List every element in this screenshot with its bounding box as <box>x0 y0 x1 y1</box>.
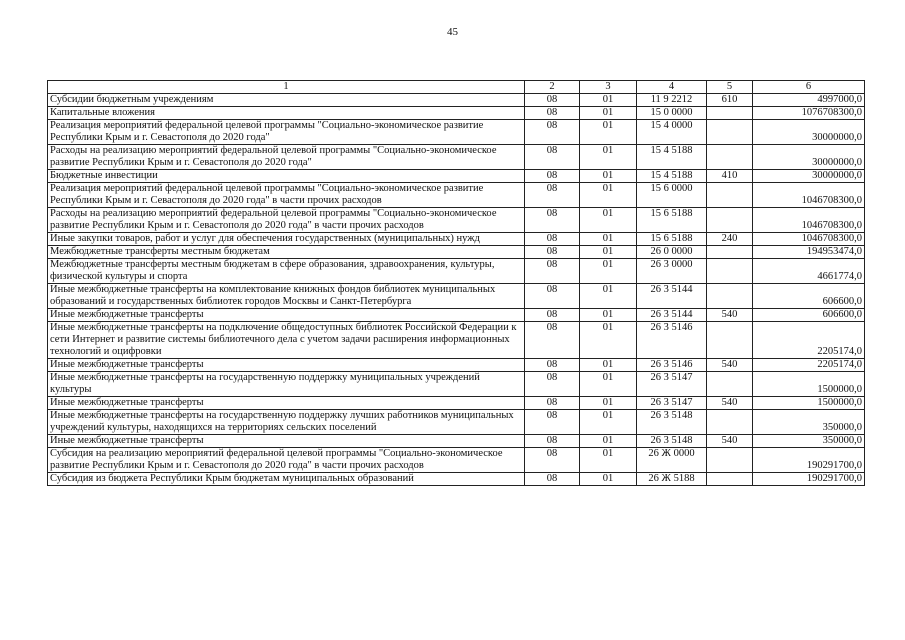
subsection-code: 01 <box>580 120 637 145</box>
item-name: Иные межбюджетные трансферты <box>48 435 525 448</box>
target-article-code: 15 4 5188 <box>637 170 707 183</box>
section-code: 08 <box>525 233 580 246</box>
amount: 30000000,0 <box>753 170 865 183</box>
target-article-code: 15 6 5188 <box>637 233 707 246</box>
amount: 4661774,0 <box>753 259 865 284</box>
subsection-code: 01 <box>580 435 637 448</box>
subsection-code: 01 <box>580 284 637 309</box>
subsection-code: 01 <box>580 359 637 372</box>
amount: 1046708300,0 <box>753 233 865 246</box>
table-row <box>48 170 865 183</box>
section-code: 08 <box>525 473 580 486</box>
target-article-code: 26 Ж 5188 <box>637 473 707 486</box>
expense-type-code <box>707 208 753 233</box>
item-name: Бюджетные инвестиции <box>48 170 525 183</box>
amount: 1046708300,0 <box>753 183 865 208</box>
amount: 1076708300,0 <box>753 107 865 120</box>
subsection-code: 01 <box>580 94 637 107</box>
section-code: 08 <box>525 284 580 309</box>
item-name: Иные межбюджетные трансферты <box>48 309 525 322</box>
column-header-6: 6 <box>753 81 865 94</box>
target-article-code: 15 4 5188 <box>637 145 707 170</box>
item-name: Иные межбюджетные трансферты на государственную поддержку муниципальных учреждений культуры <box>48 372 525 397</box>
section-code: 08 <box>525 397 580 410</box>
section-code: 08 <box>525 107 580 120</box>
subsection-code: 01 <box>580 397 637 410</box>
target-article-code: 15 6 5188 <box>637 208 707 233</box>
section-code: 08 <box>525 94 580 107</box>
amount: 190291700,0 <box>753 473 865 486</box>
table-row <box>48 322 865 359</box>
expense-type-code <box>707 473 753 486</box>
subsection-code: 01 <box>580 246 637 259</box>
target-article-code: 26 3 5144 <box>637 309 707 322</box>
section-code: 08 <box>525 120 580 145</box>
table-row <box>48 309 865 322</box>
expense-type-code <box>707 145 753 170</box>
section-code: 08 <box>525 145 580 170</box>
table-row <box>48 284 865 309</box>
target-article-code: 26 3 5148 <box>637 435 707 448</box>
item-name: Расходы на реализацию мероприятий федеральной целевой программы "Социально-экономическое развитие Республики Крым и г. Севастополя до 2020 года" в части прочих расходов <box>48 208 525 233</box>
column-header-3: 3 <box>580 81 637 94</box>
target-article-code: 26 3 5147 <box>637 397 707 410</box>
amount: 350000,0 <box>753 410 865 435</box>
target-article-code: 26 3 5146 <box>637 359 707 372</box>
subsection-code: 01 <box>580 170 637 183</box>
amount: 606600,0 <box>753 284 865 309</box>
item-name: Субсидия из бюджета Республики Крым бюджетам муниципальных образований <box>48 473 525 486</box>
item-name: Субсидии бюджетным учреждениям <box>48 94 525 107</box>
table-row <box>48 94 865 107</box>
expense-type-code <box>707 410 753 435</box>
subsection-code: 01 <box>580 233 637 246</box>
page-number: 45 <box>447 26 458 38</box>
table-header <box>48 81 865 94</box>
amount: 1500000,0 <box>753 372 865 397</box>
target-article-code: 26 0 0000 <box>637 246 707 259</box>
target-article-code: 26 3 5144 <box>637 284 707 309</box>
subsection-code: 01 <box>580 322 637 359</box>
amount: 1500000,0 <box>753 397 865 410</box>
table-row <box>48 473 865 486</box>
target-article-code: 26 Ж 0000 <box>637 448 707 473</box>
item-name: Иные межбюджетные трансферты на комплектование книжных фондов библиотек муниципальных образований и государственных библиотек городов Москвы и Санкт-Петербурга <box>48 284 525 309</box>
item-name: Субсидия на реализацию мероприятий федеральной целевой программы "Социально-экономическое развитие Республики Крым и г. Севастополя до 2020 года" в части прочих расходов <box>48 448 525 473</box>
amount: 30000000,0 <box>753 145 865 170</box>
item-name: Капитальные вложения <box>48 107 525 120</box>
section-code: 08 <box>525 246 580 259</box>
section-code: 08 <box>525 322 580 359</box>
table-row <box>48 435 865 448</box>
expense-type-code <box>707 259 753 284</box>
expense-type-code <box>707 246 753 259</box>
table-row <box>48 233 865 246</box>
target-article-code: 15 4 0000 <box>637 120 707 145</box>
item-name: Межбюджетные трансферты местным бюджетам в сфере образования, здравоохранения, культуры, физической культуры и спорта <box>48 259 525 284</box>
section-code: 08 <box>525 208 580 233</box>
subsection-code: 01 <box>580 145 637 170</box>
expense-type-code: 540 <box>707 397 753 410</box>
item-name: Межбюджетные трансферты местным бюджетам <box>48 246 525 259</box>
item-name: Иные межбюджетные трансферты <box>48 359 525 372</box>
column-header-2: 2 <box>525 81 580 94</box>
expense-type-code: 610 <box>707 94 753 107</box>
expense-type-code: 540 <box>707 309 753 322</box>
target-article-code: 15 6 0000 <box>637 183 707 208</box>
expense-type-code <box>707 107 753 120</box>
table-row <box>48 410 865 435</box>
table-row <box>48 359 865 372</box>
amount: 2205174,0 <box>753 359 865 372</box>
expense-type-code: 540 <box>707 359 753 372</box>
table-row <box>48 120 865 145</box>
section-code: 08 <box>525 410 580 435</box>
section-code: 08 <box>525 372 580 397</box>
section-code: 08 <box>525 259 580 284</box>
subsection-code: 01 <box>580 309 637 322</box>
expense-type-code <box>707 183 753 208</box>
section-code: 08 <box>525 435 580 448</box>
expense-type-code <box>707 322 753 359</box>
expense-type-code <box>707 372 753 397</box>
table-row <box>48 259 865 284</box>
table-row <box>48 448 865 473</box>
expense-type-code <box>707 448 753 473</box>
subsection-code: 01 <box>580 183 637 208</box>
item-name: Иные закупки товаров, работ и услуг для обеспечения государственных (муниципальных) нужд <box>48 233 525 246</box>
target-article-code: 15 0 0000 <box>637 107 707 120</box>
amount: 4997000,0 <box>753 94 865 107</box>
expense-type-code: 540 <box>707 435 753 448</box>
section-code: 08 <box>525 359 580 372</box>
item-name: Расходы на реализацию мероприятий федеральной целевой программы "Социально-экономическое развитие Республики Крым и г. Севастополя до 2020 года" <box>48 145 525 170</box>
expense-type-code: 240 <box>707 233 753 246</box>
amount: 606600,0 <box>753 309 865 322</box>
amount: 2205174,0 <box>753 322 865 359</box>
expense-type-code <box>707 284 753 309</box>
subsection-code: 01 <box>580 208 637 233</box>
section-code: 08 <box>525 309 580 322</box>
column-header-4: 4 <box>637 81 707 94</box>
amount: 1046708300,0 <box>753 208 865 233</box>
expense-type-code <box>707 120 753 145</box>
column-header-1: 1 <box>48 81 525 94</box>
expense-type-code: 410 <box>707 170 753 183</box>
target-article-code: 26 3 5148 <box>637 410 707 435</box>
amount: 190291700,0 <box>753 448 865 473</box>
item-name: Реализация мероприятий федеральной целевой программы "Социально-экономическое развитие Республики Крым и г. Севастополя до 2020 года" <box>48 120 525 145</box>
amount: 350000,0 <box>753 435 865 448</box>
column-header-5: 5 <box>707 81 753 94</box>
table-row <box>48 107 865 120</box>
item-name: Иные межбюджетные трансферты на государственную поддержку лучших работников муниципальных учреждений культуры, находящихся на территориях сельских поселений <box>48 410 525 435</box>
table-row <box>48 246 865 259</box>
amount: 194953474,0 <box>753 246 865 259</box>
subsection-code: 01 <box>580 372 637 397</box>
section-code: 08 <box>525 170 580 183</box>
amount: 30000000,0 <box>753 120 865 145</box>
section-code: 08 <box>525 448 580 473</box>
item-name: Иные межбюджетные трансферты <box>48 397 525 410</box>
target-article-code: 26 3 0000 <box>637 259 707 284</box>
budget-table <box>47 80 865 486</box>
subsection-code: 01 <box>580 107 637 120</box>
subsection-code: 01 <box>580 473 637 486</box>
table-row <box>48 208 865 233</box>
target-article-code: 26 3 5147 <box>637 372 707 397</box>
table-row <box>48 372 865 397</box>
subsection-code: 01 <box>580 259 637 284</box>
item-name: Иные межбюджетные трансферты на подключение общедоступных библиотек Российской Федерации к сети Интернет и развитие системы библиотечного дела с учетом задачи расширения информационных технологий и оцифровки <box>48 322 525 359</box>
subsection-code: 01 <box>580 448 637 473</box>
item-name: Реализация мероприятий федеральной целевой программы "Социально-экономическое развитие Республики Крым и г. Севастополя до 2020 года" в части прочих расходов <box>48 183 525 208</box>
table-row <box>48 397 865 410</box>
table-row <box>48 145 865 170</box>
target-article-code: 11 9 2212 <box>637 94 707 107</box>
target-article-code: 26 3 5146 <box>637 322 707 359</box>
section-code: 08 <box>525 183 580 208</box>
subsection-code: 01 <box>580 410 637 435</box>
table-row <box>48 183 865 208</box>
